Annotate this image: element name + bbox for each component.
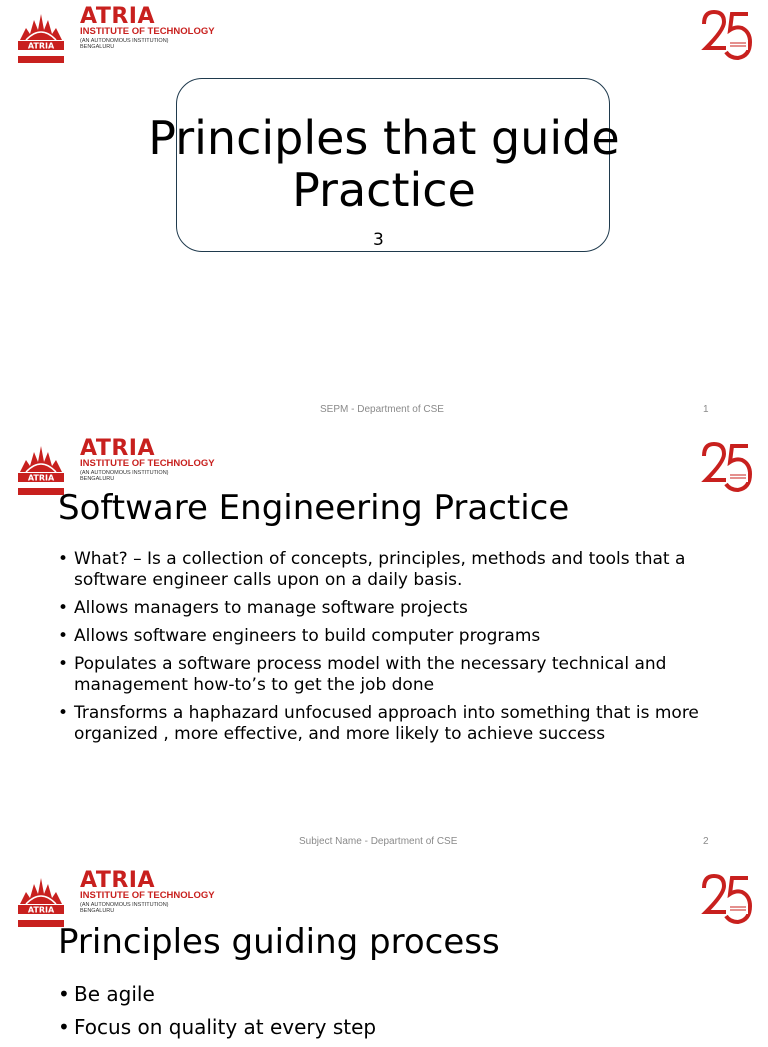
slide-3-bullet-list — [58, 982, 726, 1047]
logo-extra — [80, 470, 169, 482]
bullet-text: Transforms a haphazard unfocused approach into something that is more organized , more effective, and more likely to achieve success — [74, 703, 699, 744]
logo-extra — [80, 902, 169, 914]
bullet-dot-icon: • — [58, 703, 69, 723]
logo-name: ATRIA — [80, 4, 155, 29]
bullet-item — [58, 626, 726, 647]
bullet-text: Focus on quality at every step — [74, 1015, 377, 1039]
bullet-text: What? – Is a collection of concepts, principles, methods and tools that a software engineer calls upon on a daily basis. — [74, 549, 686, 590]
bullet-dot-icon: • — [58, 549, 69, 569]
svg-text:ATRIA: ATRIA — [27, 473, 55, 483]
slide-1-number: 3 — [373, 230, 384, 250]
slide-2-footer: Subject Name - Department of CSE — [299, 836, 458, 847]
slide-2 — [0, 432, 768, 864]
logo-autonomous: (AN AUTONOMOUS INSTITUTION) — [80, 902, 169, 908]
atria-emblem-icon — [16, 874, 66, 928]
bullet-item — [58, 654, 726, 696]
silver-jubilee-25-icon — [700, 8, 752, 64]
bullet-text: Populates a software process model with the necessary technical and management how-to’s to get the job done — [74, 654, 667, 695]
atria-emblem-icon — [16, 10, 66, 64]
silver-jubilee-25-icon — [700, 872, 752, 928]
svg-text:ATRIA: ATRIA — [27, 41, 55, 51]
logo-city: BENGALURU — [80, 476, 115, 482]
bullet-text: Allows managers to manage software projects — [74, 598, 468, 618]
slide-1 — [0, 0, 768, 432]
bullet-item — [58, 703, 726, 745]
bullet-dot-icon: • — [58, 982, 70, 1006]
bullet-item — [58, 598, 726, 619]
slide-1-footer: SEPM - Department of CSE — [320, 404, 444, 415]
logo-subtitle: INSTITUTE OF TECHNOLOGY — [80, 458, 215, 469]
logo-name: ATRIA — [80, 868, 155, 893]
bullet-text: Allows software engineers to build computer programs — [74, 626, 541, 646]
logo-autonomous: (AN AUTONOMOUS INSTITUTION) — [80, 38, 169, 44]
logo-subtitle: INSTITUTE OF TECHNOLOGY — [80, 890, 215, 901]
bullet-item — [58, 982, 726, 1007]
title-line-1: Principles that guide — [148, 111, 620, 165]
logo-autonomous: (AN AUTONOMOUS INSTITUTION) — [80, 470, 169, 476]
svg-text:ATRIA: ATRIA — [27, 905, 55, 915]
bullet-dot-icon: • — [58, 598, 69, 618]
logo-name: ATRIA — [80, 436, 155, 461]
bullet-item — [58, 1015, 726, 1040]
title-line-2: Practice — [292, 163, 476, 217]
atria-logo — [16, 4, 228, 64]
logo-city: BENGALURU — [80, 908, 115, 914]
bullet-dot-icon: • — [58, 654, 69, 674]
slide-1-page-number: 1 — [703, 404, 709, 415]
bullet-dot-icon: • — [58, 1015, 70, 1039]
atria-logo — [16, 868, 228, 928]
slide-1-title — [0, 112, 768, 216]
bullet-item — [58, 549, 726, 591]
slide-2-bullet-list — [58, 549, 726, 752]
bullet-text: Be agile — [74, 982, 155, 1006]
slide-3 — [0, 864, 768, 1039]
slide-2-page-number: 2 — [703, 836, 709, 847]
logo-subtitle: INSTITUTE OF TECHNOLOGY — [80, 26, 215, 37]
logo-extra — [80, 38, 169, 50]
silver-jubilee-25-icon — [700, 440, 752, 496]
bullet-dot-icon: • — [58, 626, 69, 646]
slide-3-title: Principles guiding process — [58, 922, 500, 962]
slide-2-title: Software Engineering Practice — [58, 488, 570, 528]
logo-city: BENGALURU — [80, 44, 115, 50]
